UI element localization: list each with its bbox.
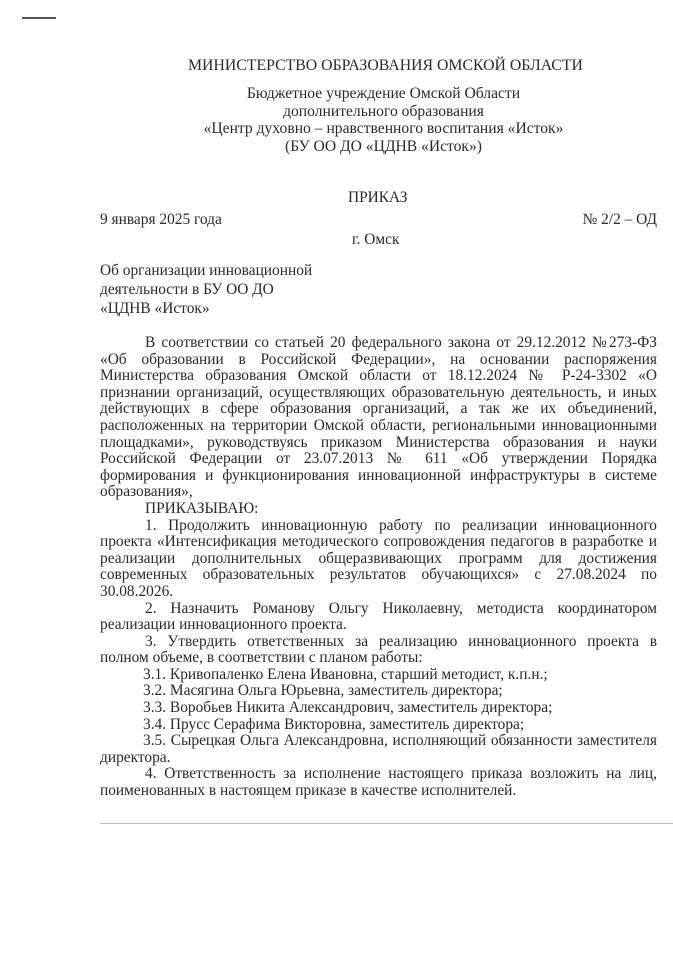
org-line: дополнительного образования <box>283 102 484 120</box>
scan-mark <box>22 17 56 19</box>
text-line: 1. Продолжить инновационную работу по реализации инновационного <box>145 517 657 534</box>
item-1 <box>100 518 657 601</box>
directive: ПРИКАЗЫВАЮ: <box>145 499 259 517</box>
text-line: реализации дополнительных общеразвивающих программ для достижения <box>100 550 657 567</box>
text-line: расположенных на территории Омской области, региональными инновационными <box>100 417 657 434</box>
org-line: Бюджетное учреждение Омской Области <box>246 85 521 102</box>
item-4 <box>100 766 657 799</box>
text-line: В соответствии со статьей 20 федерального закона от 29.12.2012 №273-ФЗ <box>145 335 657 351</box>
text-line: 3. Утвердить ответственных за реализацию инновационного проекта в <box>145 633 657 650</box>
org-line: «Центр духовно – нравственного воспитания «Исток» <box>203 120 564 137</box>
ministry-heading: МИНИСТЕРСТВО ОБРАЗОВАНИЯ ОМСКОЙ ОБЛАСТИ <box>188 57 583 74</box>
page-divider <box>100 823 673 824</box>
subject-line: деятельности в БУ ОО ДО <box>100 281 274 298</box>
order-subject <box>100 261 312 318</box>
text-line: проекта «Интенсификация методического сопровождения педагогов в разработке и <box>100 534 657 551</box>
org-line: (БУ ОО ДО «ЦДНВ «Исток») <box>285 137 482 155</box>
text-line: признании организаций, осуществляющих образовательную деятельность, и иных <box>100 384 657 401</box>
order-date: 9 января 2025 года <box>100 211 222 228</box>
text-line: площадками», руководствуясь приказом Министерства образования и науки <box>100 434 657 451</box>
subitem-3-2: 3.2. Масягина Ольга Юрьевна, заместитель директора; <box>143 682 503 700</box>
order-title: ПРИКАЗ <box>348 189 408 206</box>
text-line: образования», <box>100 483 193 501</box>
text-line: поименованных в настоящем приказе в качестве исполнителей. <box>100 782 517 800</box>
text-line: Российской Федерации от 23.07.2013 № 611 «Об утверждении Порядка <box>100 451 657 468</box>
subject-line: Об организации инновационной <box>100 262 313 279</box>
item-2 <box>100 601 657 634</box>
text-line: директора. <box>100 748 171 766</box>
order-number: № 2/2 – ОД <box>582 211 657 228</box>
text-line: современных образовательных результатов обучающихся» с 27.08.2024 по <box>100 567 657 584</box>
subitem-3-1: 3.1. Кривопаленко Елена Ивановна, старший методист, к.п.н.; <box>143 665 548 683</box>
item-3 <box>100 634 657 767</box>
text-line: формирования и функционирования инновационной инфраструктуры в системе <box>100 467 657 484</box>
text-line: полном объеме, в соответствии с планом работы: <box>100 649 423 667</box>
text-line: 30.08.2026. <box>100 582 174 600</box>
order-city: г. Омск <box>352 231 400 248</box>
preamble <box>100 335 657 501</box>
text-line: действующих в сфере образования организаций, а так же их объединений, <box>100 401 657 418</box>
subject-line: «ЦДНВ «Исток» <box>100 300 210 317</box>
subitem-3-3: 3.3. Воробьев Никита Александрович, заместитель директора; <box>143 699 553 717</box>
text-line: «Об образовании в Российской Федерации», на основании распоряжения <box>100 351 657 368</box>
text-line: Министерства образования Омской области от 18.12.2024 № Р-24-3302 «О <box>100 368 657 385</box>
subitem-3-4: 3.4. Прусс Серафима Викторовна, заместитель директора; <box>143 715 525 733</box>
text-line: 4. Ответственность за исполнение настоящего приказа возложить на лиц, <box>145 766 657 783</box>
subitem-3-5: 3.5. Сырецкая Ольга Александровна, исполняющий обязанности заместителя <box>143 733 657 750</box>
organization-block <box>105 85 662 155</box>
text-line: 2. Назначить Романову Ольгу Николаевну, методиста координатором <box>145 600 657 617</box>
text-line: реализации инновационного проекта. <box>100 616 347 634</box>
order-body <box>100 335 657 800</box>
